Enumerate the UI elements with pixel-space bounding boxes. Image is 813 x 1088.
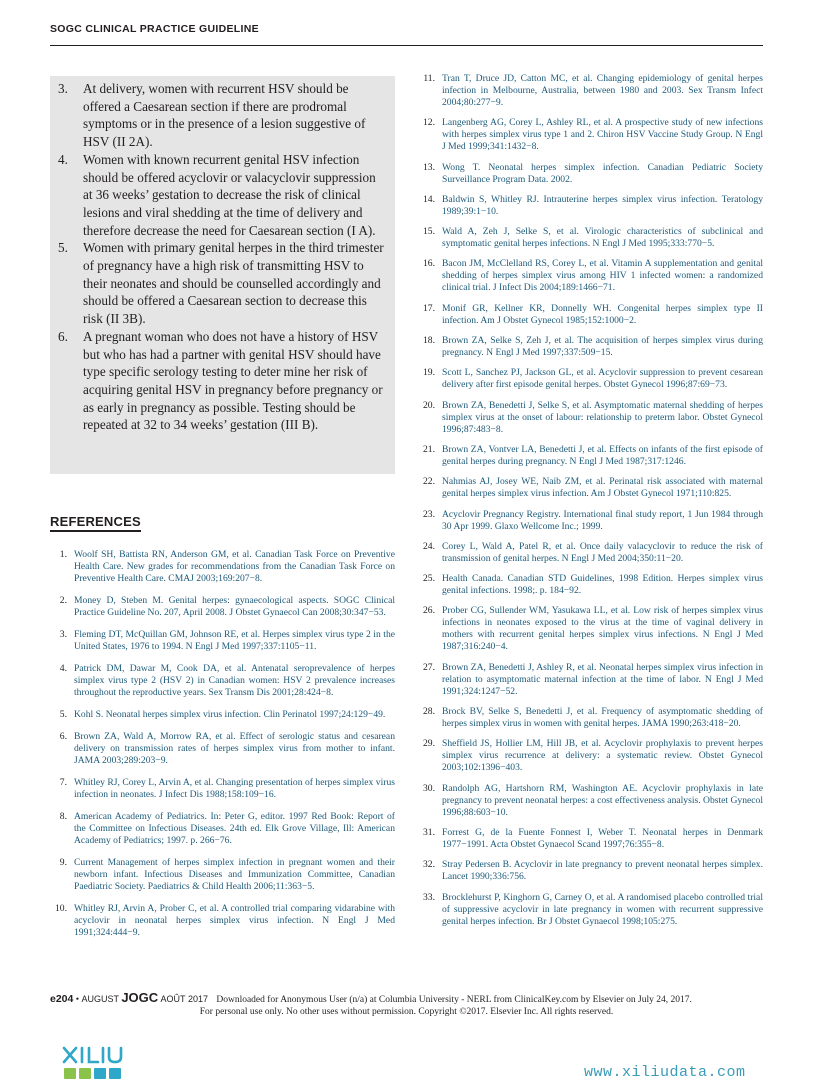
recommendation-item (55, 328, 387, 434)
reference-text: Money D, Steben M. Genital herpes: gynaecological aspects. SOGC Clinical Practice Guideline No. 207, April 2008. J Obstet Gynaecol Can 2008;30:347−53. (74, 595, 395, 618)
reference-text: Bacon JM, McClelland RS, Corey L, et al. Vitamin A supplementation and genital shedding of herpes simplex virus among HIV 1 infected women: a randomized clinical trial. J Infect Dis 2004;189:1466−71. (442, 258, 763, 294)
reference-number: 11. (423, 73, 435, 84)
header-rule (50, 45, 763, 46)
reference-number: 30. (423, 782, 435, 794)
reference-item (50, 549, 395, 585)
reference-text: Whitley RJ, Corey L, Arvin A, et al. Changing presentation of herpes simplex virus infection in neonates. J Infect Dis 1988;158:109−16. (74, 777, 395, 800)
reference-text: Brocklehurst P, Kinghorn G, Carney O, et al. A randomised placebo controlled trial of suppressive acyclovir in late pregnancy in women with recurrent suppressive genital herpes infection. Br J Obstet Gynaecol 1998;105:275. (442, 891, 763, 927)
reference-number: 10. (55, 903, 67, 914)
xiliu-logo-icon (60, 1044, 130, 1082)
reference-item (418, 117, 763, 153)
page-footer (50, 990, 692, 1005)
reference-number: 14. (423, 193, 435, 205)
reference-item (50, 857, 395, 893)
reference-item (50, 777, 395, 801)
reference-number: 17. (423, 302, 435, 314)
reference-text: Tran T, Druce JD, Catton MC, et al. Changing epidemiology of genital herpes infection in Melbourne, Australia, between 1980 and 2003. Sex Transm Infect 2004;80:277−9. (442, 73, 763, 108)
reference-text: Langenberg AG, Corey L, Ashley RL, et al. A prospective study of new infections with herpes simplex virus type 1 and 2. Chiron HSV Vaccine Study Group. N Engl J Med 1999;341:1432−8. (442, 117, 763, 153)
reference-number: 8. (59, 811, 67, 822)
reference-number: 28. (423, 706, 435, 718)
recommendation-number: 4. (58, 151, 68, 167)
reference-item (418, 303, 763, 327)
reference-item (50, 903, 395, 939)
reference-number: 5. (59, 709, 67, 720)
recommendations-list (55, 80, 387, 434)
reference-text: Monif GR, Kellner KR, Donnelly WH. Congenital herpes simplex type II infection. Am J Obstet Gynecol 1985;152:1000−2. (442, 302, 763, 326)
reference-text: Current Management of herpes simplex infection in pregnant women and their newborn infant. Infectious Diseases and Immunization Committee, Canadian Paediatric Society. Paediatrics & Child Health 2006;11:363−5. (74, 857, 395, 892)
reference-text: Brown ZA, Benedetti J, Ashley R, et al. Neonatal herpes simplex virus infection in relation to asymptomatic maternal infection at the time of labor. N Engl J Med 1991;324:1247−52. (442, 661, 763, 697)
reference-item (418, 367, 763, 391)
reference-text: Brown ZA, Selke S, Zeh J, et al. The acquisition of herpes simplex virus during pregnancy. N Engl J Med 1997;337:509−15. (442, 335, 763, 359)
reference-item (418, 162, 763, 186)
footer-month: AUGUST (81, 994, 119, 1004)
watermark-url: www.xiliudata.com (584, 1064, 746, 1081)
footer-bullet: • (75, 995, 80, 1005)
reference-item (418, 335, 763, 359)
running-header: SOGC CLINICAL PRACTICE GUIDELINE (50, 23, 259, 35)
references-left-column (50, 549, 395, 949)
reference-item (418, 400, 763, 436)
reference-number: 7. (59, 777, 67, 788)
reference-item (418, 605, 763, 653)
reference-item (50, 731, 395, 767)
reference-item (418, 226, 763, 250)
reference-number: 26. (423, 605, 435, 617)
reference-item (418, 258, 763, 294)
recommendation-text: A pregnant woman who does not have a history of HSV but who has had a partner with genital HSV should have type specific serology testing to deter mine her risk of acquiring genital HSV in pregnancy before pregnancy or as early in pregnancy as possible. Testing should be repeated at 32 to 34 weeks’ gestation (III B). (83, 328, 383, 433)
reference-text: Fleming DT, McQuillan GM, Johnson RE, et al. Herpes simplex virus type 2 in the United States, 1976 to 1994. N Engl J Med 1997;337:1105−11. (74, 629, 395, 652)
reference-text: Nahmias AJ, Josey WE, Naib ZM, et al. Perinatal risk associated with maternal genital herpes simplex virus infection. Am J Obstet Gynecol 1971;110:825. (442, 476, 763, 500)
reference-text: Sheffield JS, Hollier LM, Hill JB, et al. Acyclovir prophylaxis to prevent herpes simplex virus recurrence at delivery: a systematic review. Obstet Gynecol 2003;102:1396−403. (442, 738, 763, 774)
reference-text: Stray Pedersen B. Acyclovir in late pregnancy to prevent neonatal herpes simplex. Lancet 1990;336:756. (442, 859, 763, 883)
reference-number: 24. (423, 540, 435, 552)
reference-item (418, 194, 763, 218)
footer-month-fr: AOÛT (160, 994, 186, 1004)
reference-item (50, 663, 395, 699)
reference-item (418, 541, 763, 565)
reference-item (50, 595, 395, 619)
references-heading: REFERENCES (50, 514, 141, 532)
reference-number: 15. (423, 226, 435, 238)
reference-text: Wald A, Zeh J, Selke S, et al. Virologic characteristics of subclinical and symptomatic genital herpes infections. N Engl J Med 1995;333:770−5. (442, 226, 763, 250)
recommendation-number: 6. (58, 328, 68, 344)
reference-text: Health Canada. Canadian STD Guidelines, 1998 Edition. Herpes simplex virus genital infections. 1998;. p. 184−92. (442, 573, 763, 597)
reference-item (418, 859, 763, 883)
recommendation-item (55, 239, 387, 328)
reference-number: 3. (59, 629, 67, 640)
reference-number: 12. (423, 117, 435, 129)
footer-year: 2017 (187, 994, 208, 1004)
reference-number: 18. (423, 335, 435, 347)
reference-item (418, 783, 763, 819)
reference-item (50, 811, 395, 847)
reference-item (50, 629, 395, 653)
reference-text: Acyclovir Pregnancy Registry. International final study report, 1 Jun 1984 through 30 Apr 1999. Glaxo Wellcome Inc.; 1999. (442, 508, 763, 532)
reference-number: 4. (59, 663, 67, 674)
reference-number: 23. (423, 508, 435, 520)
reference-number: 2. (59, 595, 67, 606)
reference-item (418, 509, 763, 533)
reference-number: 1. (59, 549, 67, 560)
reference-item (418, 827, 763, 851)
reference-item (418, 444, 763, 468)
recommendations-box (50, 76, 395, 474)
reference-text: Brown ZA, Wald A, Morrow RA, et al. Effect of serologic status and cesarean delivery on transmission rates of herpes simplex virus from mother to infant. JAMA 2003;289:203−9. (74, 731, 395, 766)
reference-text: Forrest G, de la Fuente Fonnest I, Weber T. Neonatal herpes in Denmark 1977−1991. Acta Obstet Gynaecol Scand 1997;76:355−8. (442, 826, 763, 850)
reference-number: 25. (423, 573, 435, 585)
reference-item (418, 662, 763, 698)
page-number: e204 (50, 993, 74, 1005)
recommendation-text: Women with known recurrent genital HSV infection should be offered acyclovir or valacyclovir suppression at 36 weeks’ gestation to decrease the risk of clinical lesions and viral shedding at the time of delivery and therefore decrease the need for Caesarean section (I A). (83, 151, 376, 238)
reference-text: American Academy of Pediatrics. In: Peter G, editor. 1997 Red Book: Report of the Committee on Infectious Diseases. 24th ed. Elk Grove Village, Ill: American Academy of Pediatrics; 1997. p. 266−76. (74, 811, 395, 846)
reference-item (418, 706, 763, 730)
reference-number: 32. (423, 859, 435, 871)
reference-item (418, 892, 763, 928)
reference-number: 27. (423, 661, 435, 673)
reference-number: 13. (423, 161, 435, 173)
reference-text: Brown ZA, Benedetti J, Selke S, et al. Asymptomatic maternal shedding of herpes simplex virus at the onset of labour: relationship to preterm labor. Obstet Gynecol 1996;87:483−8. (442, 399, 763, 435)
reference-text: Baldwin S, Whitley RJ. Intrauterine herpes simplex virus infection. Teratology 1989;39:1−10. (442, 193, 763, 217)
recommendation-item (55, 151, 387, 240)
reference-item (418, 73, 763, 109)
reference-text: Prober CG, Sullender WM, Yasukawa LL, et al. Low risk of herpes simplex virus infections in neonates exposed to the virus at the time of vaginal delivery in mothers with recurrent genital herpes simplex virus infections. N Engl J Med 1987;316:240−4. (442, 605, 763, 653)
recommendation-number: 5. (58, 240, 68, 256)
reference-number: 19. (423, 367, 435, 379)
recommendation-text: Women with primary genital herpes in the third trimester of pregnancy have a high risk of transmitting HSV to their neonates and should be counselled accordingly and should be offered a Caesarean section to decrease this risk (II 3B). (83, 240, 384, 327)
reference-text: Scott L, Sanchez PJ, Jackson GL, et al. Acyclovir suppression to prevent cesarean delivery after first episode genital herpes. Obstet Gynecol 1996;87:69−73. (442, 367, 763, 391)
journal-name: JOGC (121, 990, 159, 1005)
reference-number: 29. (423, 738, 435, 750)
reference-item (418, 476, 763, 500)
reference-text: Randolph AG, Hartshorn RM, Washington AE. Acyclovir prophylaxis in late pregnancy to prevent neonatal herpes: a cost effectiveness analysis. Obstet Gynecol 1996;88:603−10. (442, 782, 763, 818)
recommendation-item (55, 80, 387, 151)
personal-use-notice: For personal use only. No other uses without permission. Copyright ©2017. Elsevier Inc. All rights reserved. (199, 1007, 614, 1017)
references-right-column (418, 73, 763, 936)
download-notice: Downloaded for Anonymous User (n/a) at Columbia University - NERL from ClinicalKey.com by Elsevier on July 24, 2017. (216, 995, 692, 1005)
reference-text: Wong T. Neonatal herpes simplex infection. Canadian Pediatric Society Surveillance Program Data. 2002. (442, 161, 763, 185)
recommendation-number: 3. (58, 81, 68, 96)
reference-text: Kohl S. Neonatal herpes simplex virus infection. Clin Perinatol 1997;24:129−49. (74, 709, 386, 720)
reference-item (418, 738, 763, 774)
reference-number: 33. (423, 891, 435, 903)
reference-text: Woolf SH, Battista RN, Anderson GM, et al. Canadian Task Force on Preventive Health Care. New grades for recommendations from the Canadian Task Force on Preventive Health Care. CMAJ 2003;169:207−8. (74, 549, 395, 584)
reference-text: Brock BV, Selke S, Benedetti J, et al. Frequency of asymptomatic shedding of herpes simplex virus in women with genital herpes. JAMA 1990;263:418−20. (442, 706, 763, 730)
reference-number: 16. (423, 258, 435, 270)
reference-text: Brown ZA, Vontver LA, Benedetti J, et al. Effects on infants of the first episode of genital herpes during pregnancy. N Engl J Med 1987;317:1246. (442, 443, 763, 467)
reference-item (50, 709, 395, 721)
reference-number: 31. (423, 826, 435, 838)
reference-number: 21. (423, 443, 435, 455)
reference-number: 22. (423, 476, 435, 488)
reference-number: 6. (59, 731, 67, 742)
reference-number: 9. (59, 857, 67, 868)
reference-text: Whitley RJ, Arvin A, Prober C, et al. A controlled trial comparing vidarabine with acyclovir in neonatal herpes simplex virus infection. N Engl J Med 1991;324:444−9. (74, 903, 395, 938)
reference-text: Corey L, Wald A, Patel R, et al. Once daily valacyclovir to reduce the risk of transmission of genital herpes. N Engl J Med 2004;350:11−20. (442, 540, 763, 564)
reference-number: 20. (423, 399, 435, 411)
reference-text: Patrick DM, Dawar M, Cook DA, et al. Antenatal seroprevalence of herpes simplex virus type 2 (HSV 2) in Canadian women: HSV 2 prevalence increases throughout the reproductive years. Sex Transm Dis 2001;28:424−8. (74, 663, 395, 698)
recommendation-text: At delivery, women with recurrent HSV should be offered a Caesarean section if there are prodromal symptoms or in the presence of a lesion suggestive of HSV (II 2A). (83, 81, 366, 150)
reference-item (418, 573, 763, 597)
